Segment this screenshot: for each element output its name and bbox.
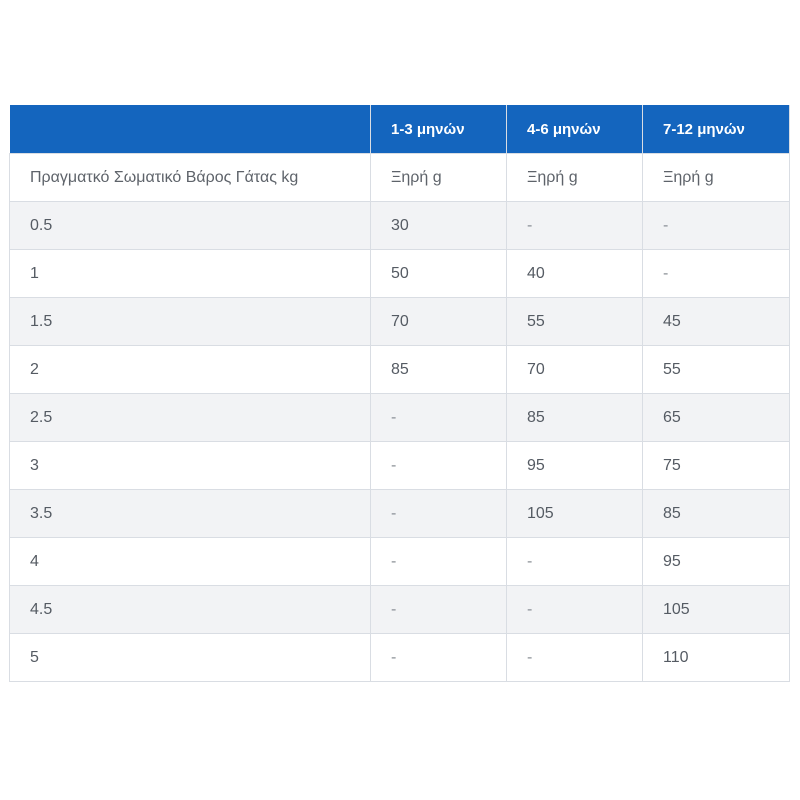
amount-cell: 75 [643, 442, 790, 490]
weight-cell: 5 [10, 634, 371, 682]
amount-cell: 70 [371, 298, 507, 346]
amount-cell: 30 [371, 202, 507, 250]
weight-cell: 1 [10, 250, 371, 298]
amount-cell: - [507, 634, 643, 682]
table-row [10, 538, 790, 586]
amount-cell: 55 [643, 346, 790, 394]
amount-cell: 105 [507, 490, 643, 538]
amount-cell: 85 [371, 346, 507, 394]
weight-cell: 4 [10, 538, 371, 586]
amount-cell: 70 [507, 346, 643, 394]
amount-cell: 55 [507, 298, 643, 346]
amount-cell: - [371, 442, 507, 490]
subheader-cell-dry: Ξηρή g [507, 154, 643, 202]
weight-cell: 2.5 [10, 394, 371, 442]
amount-cell: 95 [643, 538, 790, 586]
amount-cell: 85 [507, 394, 643, 442]
amount-cell: - [643, 250, 790, 298]
amount-cell: 45 [643, 298, 790, 346]
weight-cell: 4.5 [10, 586, 371, 634]
amount-cell: 85 [643, 490, 790, 538]
amount-cell: 110 [643, 634, 790, 682]
amount-cell: - [371, 634, 507, 682]
weight-cell: 2 [10, 346, 371, 394]
table-row [10, 298, 790, 346]
header-cell-1-3-months: 1-3 μηνών [371, 105, 507, 154]
header-cell-empty [10, 105, 371, 154]
amount-cell: 40 [507, 250, 643, 298]
amount-cell: - [507, 538, 643, 586]
table-row [10, 442, 790, 490]
amount-cell: - [507, 202, 643, 250]
amount-cell: 65 [643, 394, 790, 442]
subheader-cell-dry: Ξηρή g [643, 154, 790, 202]
subheader-cell-weight: Πραγματκό Σωματικό Βάρος Γάτας kg [10, 154, 371, 202]
table-row [10, 490, 790, 538]
amount-cell: - [643, 202, 790, 250]
table-row [10, 634, 790, 682]
amount-cell: - [371, 538, 507, 586]
table-row [10, 394, 790, 442]
table-row [10, 346, 790, 394]
amount-cell: 95 [507, 442, 643, 490]
amount-cell: - [371, 394, 507, 442]
amount-cell: - [507, 586, 643, 634]
feeding-table [9, 105, 790, 682]
weight-cell: 1.5 [10, 298, 371, 346]
header-cell-4-6-months: 4-6 μηνών [507, 105, 643, 154]
subheader-cell-dry: Ξηρή g [371, 154, 507, 202]
amount-cell: - [371, 490, 507, 538]
table-subheader-row [10, 154, 790, 202]
amount-cell: - [371, 586, 507, 634]
table-row [10, 202, 790, 250]
amount-cell: 50 [371, 250, 507, 298]
weight-cell: 3 [10, 442, 371, 490]
weight-cell: 3.5 [10, 490, 371, 538]
weight-cell: 0.5 [10, 202, 371, 250]
amount-cell: 105 [643, 586, 790, 634]
table-row [10, 250, 790, 298]
table-row [10, 586, 790, 634]
header-cell-7-12-months: 7-12 μηνών [643, 105, 790, 154]
table-header-row [10, 105, 790, 154]
